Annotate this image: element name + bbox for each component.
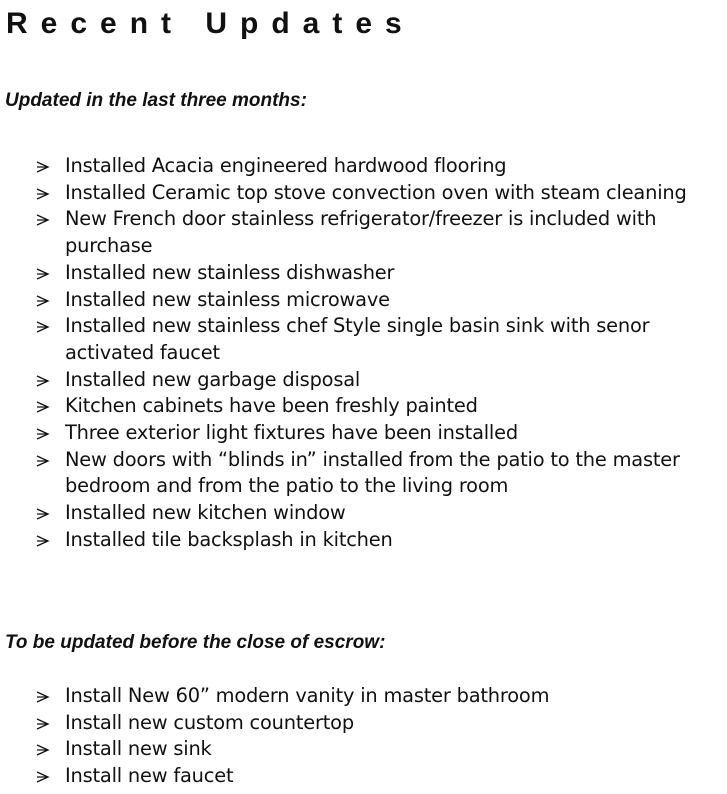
- list-item-text: Installed Ceramic top stove convection oven with steam cleaning: [65, 180, 687, 204]
- list-item-text: Installed new garbage disposal: [65, 367, 361, 391]
- list-item-text: New French door stainless refrigerator/freezer is included with purchase: [65, 207, 657, 258]
- section-heading-recent: Updated in the last three months:: [5, 90, 307, 111]
- list-item: [0, 420, 727, 447]
- list-item: [0, 287, 727, 314]
- list-item: [0, 736, 727, 763]
- arrowhead-bullet-icon: [36, 214, 50, 226]
- list-item-text: New doors with “blinds in” installed from the patio to the master bedroom and from the patio to the living room: [65, 447, 680, 498]
- list-item: [0, 710, 727, 737]
- arrowhead-bullet-icon: [36, 401, 50, 413]
- recent-updates-list: [0, 153, 727, 554]
- list-item-text: Installed new stainless microwave: [65, 287, 390, 311]
- list-item-text: Kitchen cabinets have been freshly painted: [65, 394, 478, 418]
- list-item: [0, 260, 727, 287]
- arrowhead-bullet-icon: [36, 375, 50, 387]
- list-item-text: Installed Acacia engineered hardwood flooring: [65, 154, 507, 177]
- list-item: [0, 763, 727, 790]
- list-item: [0, 500, 727, 527]
- list-item-text: Install new faucet: [65, 764, 234, 788]
- list-item: [0, 683, 727, 710]
- list-item: [0, 206, 727, 259]
- list-item: [0, 527, 727, 554]
- section-heading-escrow: To be updated before the close of escrow:: [5, 632, 386, 653]
- list-item: [0, 313, 727, 366]
- list-item-text: Install new custom countertop: [65, 710, 354, 734]
- arrowhead-bullet-icon: [36, 535, 50, 547]
- arrowhead-bullet-icon: [36, 428, 50, 440]
- list-item-text: Installed new stainless dishwasher: [65, 260, 395, 284]
- list-item: [0, 447, 727, 500]
- escrow-updates-list: [0, 683, 727, 790]
- arrowhead-bullet-icon: [36, 744, 50, 756]
- arrowhead-bullet-icon: [36, 161, 50, 173]
- list-item-text: Installed new kitchen window: [65, 501, 346, 525]
- list-item-text: Install new sink: [65, 737, 212, 761]
- arrowhead-bullet-icon: [36, 295, 50, 307]
- arrowhead-bullet-icon: [36, 508, 50, 520]
- arrowhead-bullet-icon: [36, 455, 50, 467]
- list-item: [0, 180, 727, 207]
- arrowhead-bullet-icon: [36, 691, 50, 703]
- arrowhead-bullet-icon: [36, 718, 50, 730]
- list-item: [0, 153, 727, 180]
- list-item-text: Installed tile backsplash in kitchen: [65, 527, 393, 551]
- list-item-text: Three exterior light fixtures have been installed: [65, 421, 518, 445]
- arrowhead-bullet-icon: [36, 771, 50, 783]
- arrowhead-bullet-icon: [36, 188, 50, 200]
- list-item-text: Installed new stainless chef Style single basin sink with senor activated faucet: [65, 314, 650, 364]
- list-item: [0, 367, 727, 394]
- page-title: Recent Updates: [6, 7, 415, 40]
- arrowhead-bullet-icon: [36, 321, 50, 333]
- list-item: [0, 393, 727, 420]
- arrowhead-bullet-icon: [36, 268, 50, 280]
- list-item-text: Install New 60” modern vanity in master bathroom: [65, 684, 550, 707]
